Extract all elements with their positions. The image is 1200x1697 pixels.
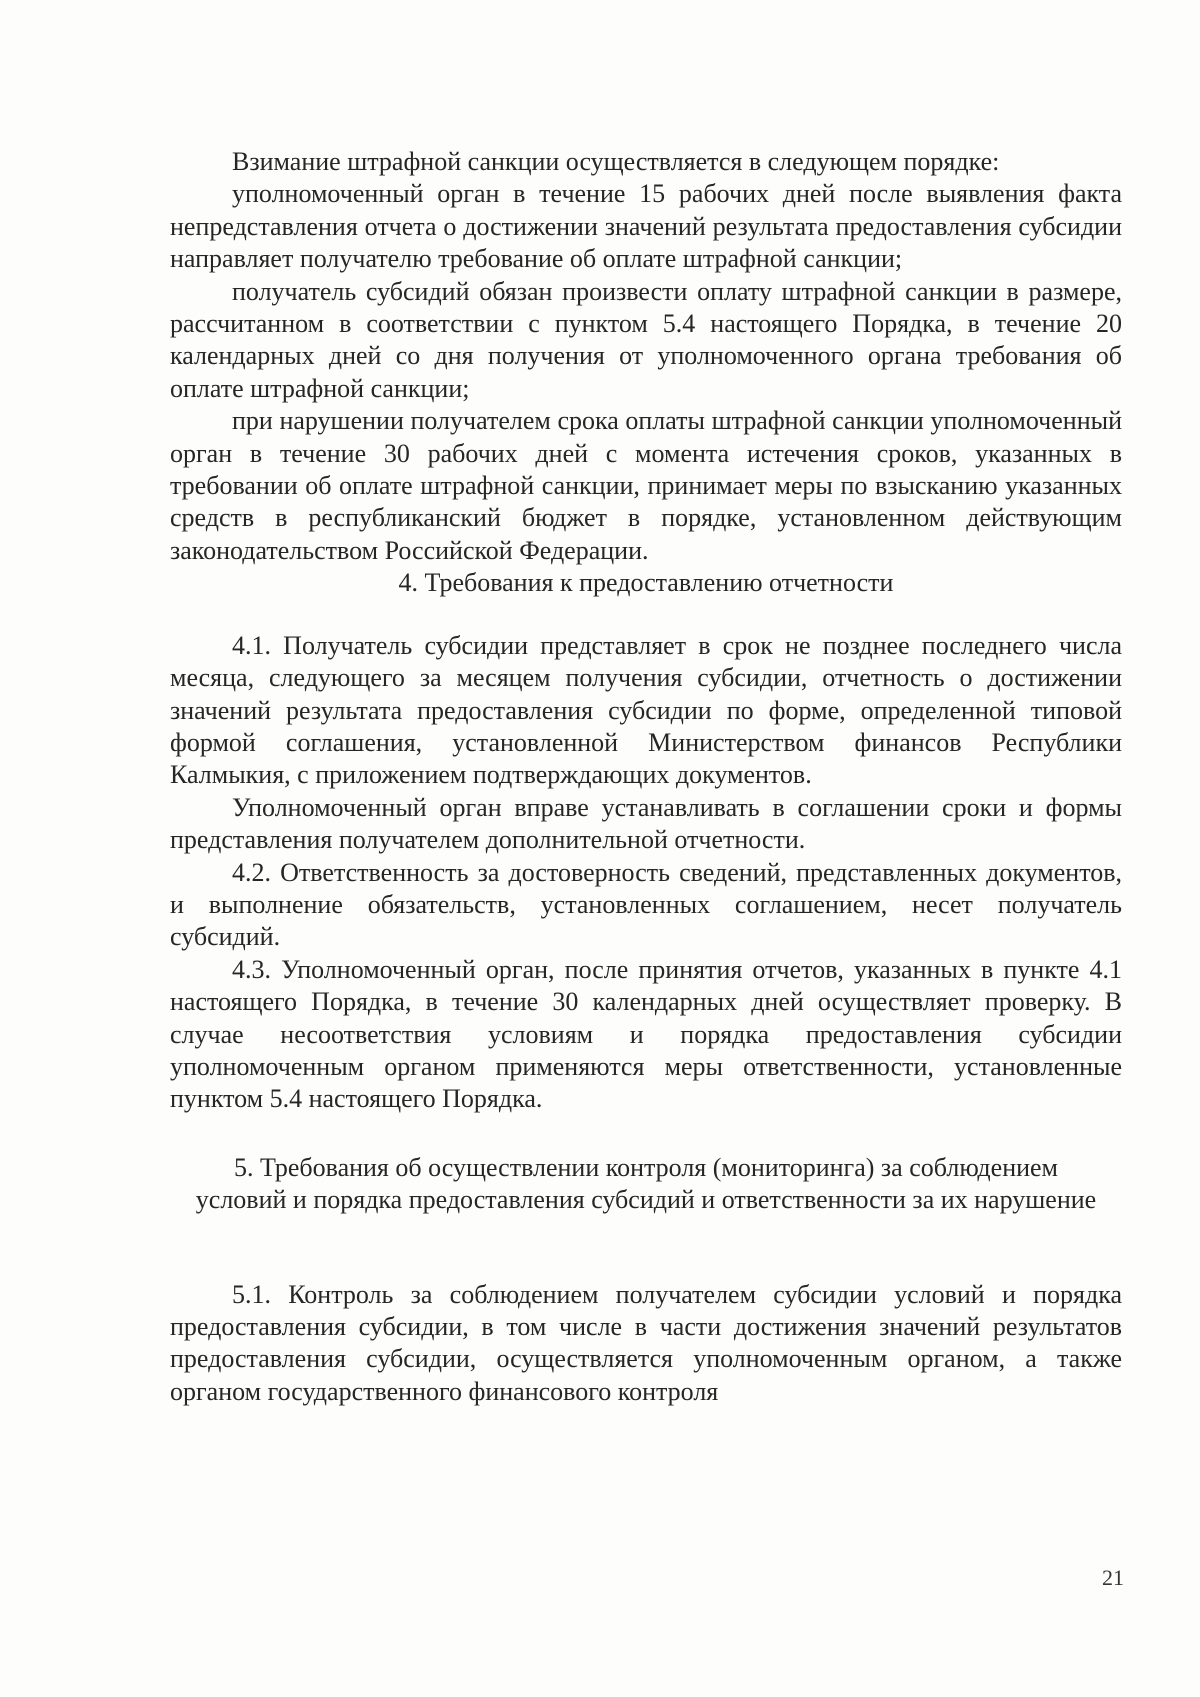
section-heading-5: 5. Требования об осуществлении контроля (мониторинга) за соблюдением условий и порядка предоставления субсидий и ответственности за их нарушение [195,1152,1097,1215]
section-heading-4: 4. Требования к предоставлению отчетности [398,568,894,598]
paragraph-recovery-measures: при нарушении получателем срока оплаты штрафной санкции уполномоченный орган в течение 30 рабочих дней с момента истечения сроков, указанных в требовании об оплате штрафной санкции, принимает меры по взысканию указанных средств в республиканский бюджет в порядке, установленном действующим законодательством Российской Федерации. [170,406,1122,565]
paragraph-penalty-procedure: Взимание штрафной санкции осуществляется в следующем порядке: [232,147,1000,176]
paragraph-4-2: 4.2. Ответственность за достоверность сведений, представленных документов, и выполнение обязательств, установленных соглашением, несет получатель субсидий. [170,857,1122,952]
paragraph-4-1: 4.1. Получатель субсидии представляет в срок не позднее последнего числа месяца, следующего за месяцем получения субсидии, отчетность о достижении значений результата предоставления субсидии по форме, определенной типовой формой соглашения, установленной Министерством финансов Республики Калмыкия, с приложением подтверждающих документов. [170,630,1122,790]
paragraph-5-1: 5.1. Контроль за соблюдением получателем субсидии условий и порядка предоставления субсидии, в том числе в части достижения значений результатов предоставления субсидии, осуществляется уполномоченным органом, а также органом государственного финансового контроля [170,1279,1122,1406]
document-body [170,146,1122,1408]
page-number: 21 [1102,1565,1124,1590]
paragraph-authority-requirement: уполномоченный орган в течение 15 рабочих дней после выявления факта непредставления отчета о достижении значений результата предоставления субсидии направляет получателю требование об оплате штрафной санкции; [170,179,1122,274]
paragraph-4-1-additional: Уполномоченный орган вправе устанавливать в соглашении сроки и формы представления получателем дополнительной отчетности. [170,792,1122,855]
paragraph-recipient-payment: получатель субсидий обязан произвести оплату штрафной санкции в размере, рассчитанном в соответствии с пунктом 5.4 настоящего Порядка, в течение 20 календарных дней со дня получения от уполномоченного органа требования об оплате штрафной санкции; [170,276,1122,403]
paragraph-4-3: 4.3. Уполномоченный орган, после принятия отчетов, указанных в пункте 4.1 настоящего Порядка, в течение 30 календарных дней осуществляет проверку. В случае несоответствия условиям и порядка предоставления субсидии уполномоченным органом применяются меры ответственности, установленные пунктом 5.4 настоящего Порядка. [170,954,1122,1114]
